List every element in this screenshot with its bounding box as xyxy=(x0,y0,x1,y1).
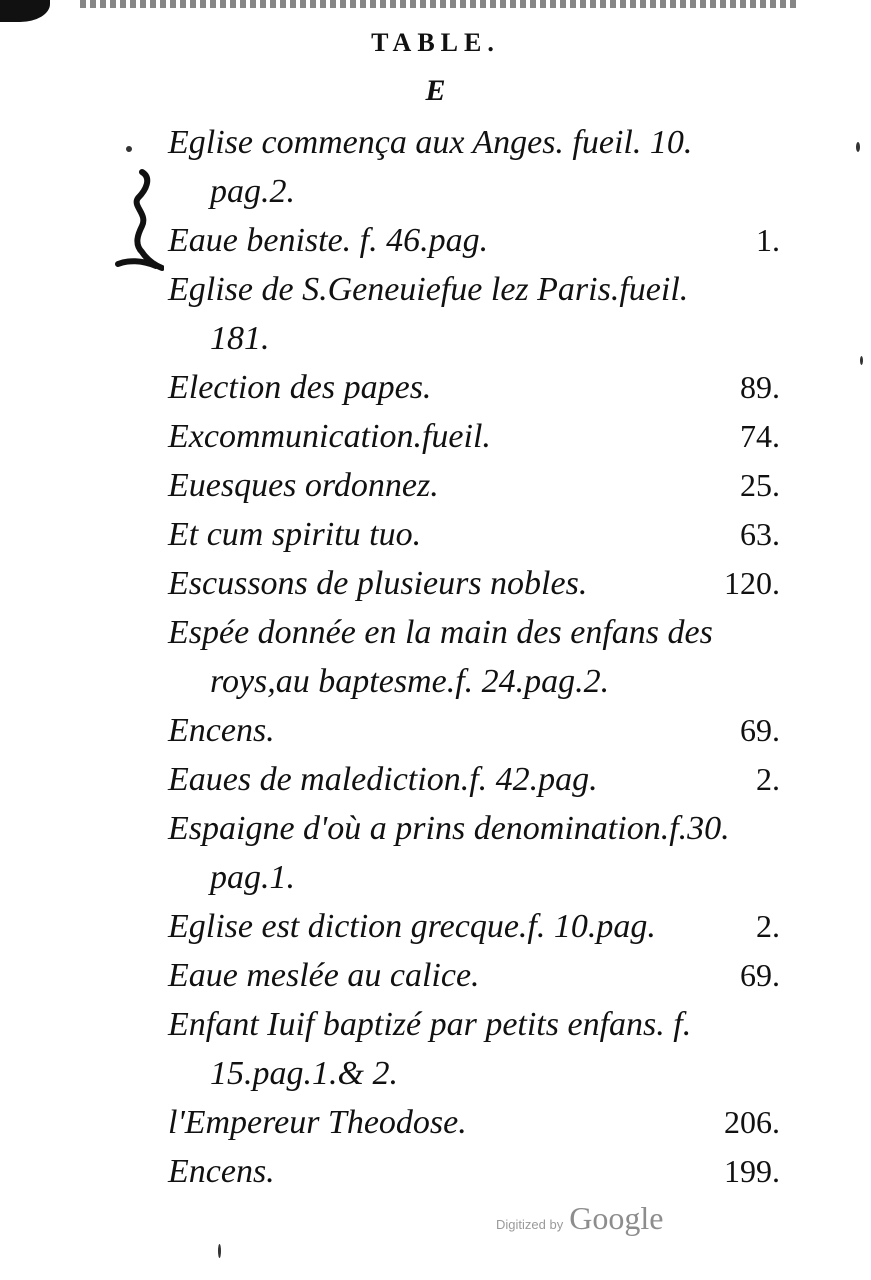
index-entry xyxy=(168,412,780,461)
index-entry xyxy=(168,559,780,608)
entry-text: Eaue meslée au calice. xyxy=(168,957,480,994)
index-entry xyxy=(168,265,780,363)
entry-continuation-line xyxy=(168,853,780,902)
entry-text: 15.pag.1.& 2. xyxy=(210,1055,398,1092)
entry-line xyxy=(168,1147,780,1196)
index-entry xyxy=(168,1147,780,1196)
entry-line xyxy=(168,1000,780,1049)
index-entry xyxy=(168,461,780,510)
entry-text: Et cum spiritu tuo. xyxy=(168,516,422,553)
google-logo: Google xyxy=(569,1200,664,1236)
index-entry xyxy=(168,118,780,216)
index-entry xyxy=(168,951,780,1000)
entry-text: Eaues de malediction.f. 42.pag. xyxy=(168,761,598,798)
entry-text: Espée donnée en la main des enfans des xyxy=(168,614,713,651)
entry-folio-number: 206. xyxy=(724,1104,780,1140)
entry-folio-number: 2. xyxy=(756,908,780,944)
entry-line xyxy=(168,265,780,314)
ink-speck xyxy=(856,142,860,152)
index-entry xyxy=(168,1098,780,1147)
entry-text: Encens. xyxy=(168,712,275,749)
entry-text: roys,au baptesme.f. 24.pag.2. xyxy=(210,663,610,700)
index-entry xyxy=(168,755,780,804)
index-entry xyxy=(168,902,780,951)
watermark-prefix: Digitized by xyxy=(496,1217,564,1232)
entry-text: Espaigne d'où a prins denomination.f.30. xyxy=(168,810,730,847)
index-entry xyxy=(168,1000,780,1098)
handwritten-bracket-mark xyxy=(112,168,164,278)
entry-folio-number: 89. xyxy=(740,369,780,405)
digitization-watermark xyxy=(496,1200,663,1240)
index-entry xyxy=(168,510,780,559)
entry-continuation-line xyxy=(168,657,780,706)
entry-text: Escussons de plusieurs nobles. xyxy=(168,565,588,602)
entry-text: Eaue beniste. f. 46.pag. xyxy=(168,222,489,259)
cropped-previous-line xyxy=(80,0,800,8)
entry-line xyxy=(168,363,780,412)
index-entry xyxy=(168,608,780,706)
entry-folio-number: 25. xyxy=(740,467,780,503)
entry-line xyxy=(168,461,780,510)
entry-text: Eglise est diction grecque.f. 10.pag. xyxy=(168,908,656,945)
entry-folio-number: 69. xyxy=(740,957,780,993)
entry-folio-number: 69. xyxy=(740,712,780,748)
entry-line xyxy=(168,412,780,461)
entry-line xyxy=(168,510,780,559)
entry-text: 181. xyxy=(210,320,270,357)
section-letter: E xyxy=(425,74,446,107)
entry-text: Enfant Iuif baptizé par petits enfans. f. xyxy=(168,1006,692,1043)
index-entry xyxy=(168,363,780,412)
entry-text: pag.2. xyxy=(210,173,295,210)
entry-line xyxy=(168,706,780,755)
entry-folio-number: 120. xyxy=(724,565,780,601)
entry-line xyxy=(168,1098,780,1147)
entry-folio-number: 63. xyxy=(740,516,780,552)
entry-text: Election des papes. xyxy=(168,369,432,406)
entry-line xyxy=(168,118,780,167)
entry-text: Eglise de S.Geneuiefue lez Paris.fueil. xyxy=(168,271,689,308)
entry-line xyxy=(168,951,780,1000)
entry-text: Eglise commença aux Anges. fueil. 10. xyxy=(168,124,693,161)
entry-text: Encens. xyxy=(168,1153,275,1190)
running-head: TABLE. xyxy=(371,28,500,57)
entry-line xyxy=(168,559,780,608)
entry-folio-number: 2. xyxy=(756,761,780,797)
ink-speck xyxy=(126,146,132,152)
index-entry xyxy=(168,706,780,755)
entry-continuation-line xyxy=(168,314,780,363)
ink-speck xyxy=(860,356,863,365)
entry-line xyxy=(168,216,780,265)
entry-line xyxy=(168,902,780,951)
entry-text: l'Empereur Theodose. xyxy=(168,1104,467,1141)
entry-folio-number: 1. xyxy=(756,222,780,258)
entry-text: pag.1. xyxy=(210,859,295,896)
entry-folio-number: 74. xyxy=(740,418,780,454)
entry-text: Excommunication.fueil. xyxy=(168,418,491,455)
ink-speck xyxy=(218,1244,221,1258)
entry-continuation-line xyxy=(168,1049,780,1098)
entry-line xyxy=(168,804,780,853)
entry-line xyxy=(168,608,780,657)
entry-continuation-line xyxy=(168,167,780,216)
index-entry xyxy=(168,804,780,902)
index-entry xyxy=(168,216,780,265)
entry-line xyxy=(168,755,780,804)
entry-folio-number: 199. xyxy=(724,1153,780,1189)
index-entries xyxy=(168,118,780,1196)
entry-text: Euesques ordonnez. xyxy=(168,467,439,504)
ink-blot xyxy=(0,0,50,22)
